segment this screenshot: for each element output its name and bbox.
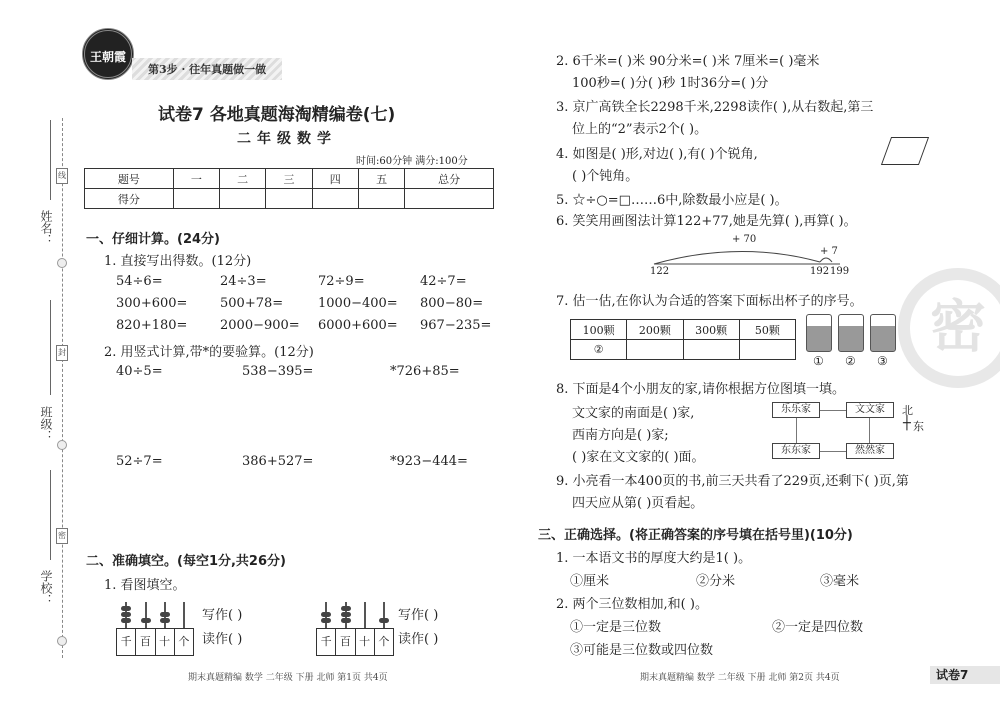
question-4-line2: ( )个钝角。 <box>572 169 639 184</box>
abacus-bead <box>321 618 331 623</box>
question-label: 1. 看图填空。 <box>104 578 186 593</box>
vertical-calc-item: 538−395= <box>242 364 314 379</box>
label-122: 122 <box>650 266 670 277</box>
table-row <box>85 189 494 209</box>
answer-cell[interactable] <box>683 340 739 360</box>
table-row <box>85 169 494 189</box>
time-info: 时间:60分钟 满分:100分 <box>356 156 468 167</box>
abacus-rod <box>145 602 147 628</box>
read-as-blank[interactable]: 读作( ) <box>202 632 243 647</box>
score-cell[interactable] <box>173 189 219 209</box>
table-cell: 300颗 <box>683 320 739 340</box>
class-label: 班级： <box>39 406 53 442</box>
choice-question-1: 1. 一本语文书的厚度大约是1( )。 <box>556 551 752 566</box>
place-value-cell: 百 <box>336 629 355 655</box>
score-cell[interactable] <box>405 189 494 209</box>
abacus-bead <box>121 606 131 611</box>
seal-char: 密 <box>56 528 68 544</box>
question-7: 7. 估一估,在你认为合适的答案下面标出杯子的序号。 <box>556 294 863 309</box>
score-cell[interactable] <box>312 189 358 209</box>
calc-item: 300+600= <box>116 296 188 311</box>
arc-plus70 <box>654 251 820 264</box>
table-cell: 二 <box>220 169 266 189</box>
choice-option[interactable]: ③可能是三位数或四位数 <box>570 643 714 658</box>
house-dongdong: 东东家 <box>772 443 820 459</box>
question-8: 8. 下面是4个小朋友的家,请你根据方位图填一填。 <box>556 382 845 397</box>
choice-option[interactable]: ①一定是三位数 <box>570 620 662 635</box>
calc-item: 24÷3= <box>220 274 267 289</box>
vertical-calc-item: *726+85= <box>390 364 460 379</box>
table-cell: 题号 <box>85 169 174 189</box>
table-cell: 一 <box>173 169 219 189</box>
score-cell[interactable] <box>220 189 266 209</box>
table-cell: 五 <box>358 169 404 189</box>
seal-char: 封 <box>56 345 68 361</box>
cup-icon <box>806 314 832 352</box>
page-subtitle: 二年级数学 <box>237 131 337 147</box>
choice-option[interactable]: ①厘米 <box>570 574 610 589</box>
choice-option[interactable]: ②一定是四位数 <box>772 620 864 635</box>
house-ranran: 然然家 <box>846 443 894 459</box>
cup-label: ② <box>845 354 856 368</box>
map-line <box>820 451 846 452</box>
cup-icon <box>838 314 864 352</box>
label-plus7: + 7 <box>820 246 838 257</box>
place-value-cell: 个 <box>178 635 190 648</box>
label-192: 192 <box>810 266 830 277</box>
school-blank[interactable] <box>50 470 51 560</box>
write-as-blank[interactable]: 写作( ) <box>398 608 439 623</box>
map-line <box>869 418 870 444</box>
question-5: 5. ☆÷○=□……6中,除数最小应是( )。 <box>556 193 788 208</box>
calc-item: 500+78= <box>220 296 284 311</box>
binding-line <box>62 118 63 658</box>
table-row <box>571 340 796 360</box>
question-6: 6. 笑笑用画图法计算122+77,她是先算( ),再算( )。 <box>556 214 857 229</box>
abacus-bead <box>141 618 151 623</box>
house-wenwen: 文文家 <box>846 402 894 418</box>
binding-hole <box>57 258 67 268</box>
question-3-line1: 3. 京广高铁全长2298千米,2298读作( ),从右数起,第三 <box>556 100 874 115</box>
paper-tag: 试卷7 <box>930 666 1000 684</box>
binding-hole <box>57 440 67 450</box>
abacus-rod <box>364 602 366 628</box>
abacus-bead <box>341 612 351 617</box>
abacus-base <box>316 628 394 656</box>
answer-cell[interactable] <box>739 340 795 360</box>
step-label: 第3步 · 往年真题做一做 <box>148 63 267 76</box>
class-blank[interactable] <box>50 300 51 395</box>
cup-icon <box>870 314 896 352</box>
table-cell: 50颗 <box>739 320 795 340</box>
table-cell: 100颗 <box>571 320 627 340</box>
calc-item: 2000−900= <box>220 318 300 333</box>
section2-heading: 二、准确填空。(每空1分,共26分) <box>86 554 286 569</box>
question-2-line1: 2. 6千米=( )米 90分米=( )米 7厘米=( )毫米 <box>556 54 820 69</box>
table-cell: 200颗 <box>627 320 683 340</box>
abacus-base <box>116 628 194 656</box>
score-cell[interactable] <box>266 189 312 209</box>
vertical-calc-item: 52÷7= <box>116 454 163 469</box>
compass-north: 北 <box>902 404 913 417</box>
compass-east: 东 <box>913 420 924 433</box>
abacus-bead <box>341 618 351 623</box>
seal-watermark: 密 <box>898 268 1000 388</box>
place-value-cell: 十 <box>156 629 175 655</box>
parallelogram-figure <box>881 137 929 165</box>
question-2-line2: 100秒=( )分( )秒 1时36分=( )分 <box>572 76 769 91</box>
cups-table <box>570 319 796 360</box>
binding-hole <box>57 636 67 646</box>
table-row <box>571 320 796 340</box>
place-value-cell: 千 <box>317 629 336 655</box>
name-blank[interactable] <box>50 120 51 200</box>
table-cell: 四 <box>312 169 358 189</box>
question-label: 1. 直接写出得数。(12分) <box>104 254 252 269</box>
page-title: 试卷7 各地真题海淘精编卷(七) <box>158 105 396 125</box>
abacus-rod <box>383 602 385 628</box>
place-value-cell: 千 <box>117 629 136 655</box>
name-label: 姓名： <box>39 210 53 246</box>
map-line <box>820 410 846 411</box>
section1-heading: 一、仔细计算。(24分) <box>86 232 220 247</box>
calc-item: 42÷7= <box>420 274 467 289</box>
label-plus70: + 70 <box>732 234 757 245</box>
abacus-bead <box>321 612 331 617</box>
table-cell: 三 <box>266 169 312 189</box>
place-value-cell: 百 <box>136 629 155 655</box>
calc-item: 967−235= <box>420 318 492 333</box>
calc-item: 1000−400= <box>318 296 398 311</box>
arc-plus7 <box>820 258 832 262</box>
score-table <box>84 168 494 209</box>
cup-label: ③ <box>877 354 888 368</box>
map-line <box>796 418 797 444</box>
seal-char: 线 <box>56 168 68 184</box>
vertical-calc-item: 40÷5= <box>116 364 163 379</box>
read-as-blank[interactable]: 读作( ) <box>398 632 439 647</box>
choice-option[interactable]: ③毫米 <box>820 574 860 589</box>
question-3-line2: 位上的“2”表示2个( )。 <box>572 122 708 137</box>
abacus-bead <box>121 618 131 623</box>
calc-item: 6000+600= <box>318 318 398 333</box>
answer-cell[interactable]: ② <box>571 340 627 360</box>
question-9-line1: 9. 小亮看一本400页的书,前三天共看了229页,还剩下( )页,第 <box>556 474 909 489</box>
abacus-bead <box>160 618 170 623</box>
question-8-c: ( )家在文文家的( )面。 <box>572 450 705 465</box>
footer-right: 期末真题精编 数学 二年级 下册 北师 第2页 共4页 <box>640 673 840 683</box>
question-8-a: 文文家的南面是( )家, <box>572 406 695 421</box>
cup-label: ① <box>813 354 824 368</box>
abacus-bead <box>379 618 389 623</box>
label-199: 199 <box>830 266 850 277</box>
vertical-calc-item: *923−444= <box>390 454 468 469</box>
choice-question-2: 2. 两个三位数相加,和( )。 <box>556 597 708 612</box>
question-8-b: 西南方向是( )家; <box>572 428 669 443</box>
calc-item: 820+180= <box>116 318 188 333</box>
question-9-line2: 四天应从第( )页看起。 <box>572 496 704 511</box>
school-label: 学校： <box>39 570 53 606</box>
abacus-bead <box>341 606 351 611</box>
place-value-cell: 十 <box>356 629 375 655</box>
answer-cell[interactable] <box>627 340 683 360</box>
calc-item: 54÷6= <box>116 274 163 289</box>
question-label: 2. 用竖式计算,带*的要验算。(12分) <box>104 345 314 360</box>
brand-logo: 王朝霞 <box>82 28 134 80</box>
question-4-line1: 4. 如图是( )形,对边( ),有( )个锐角, <box>556 147 758 162</box>
vertical-calc-item: 386+527= <box>242 454 314 469</box>
score-cell[interactable] <box>358 189 404 209</box>
section3-heading: 三、正确选择。(将正确答案的序号填在括号里)(10分) <box>538 528 853 543</box>
write-as-blank[interactable]: 写作( ) <box>202 608 243 623</box>
choice-option[interactable]: ②分米 <box>696 574 736 589</box>
compass-icon: ┼ <box>903 416 911 431</box>
table-cell: 得分 <box>85 189 174 209</box>
table-cell: 总分 <box>405 169 494 189</box>
calc-item: 800−80= <box>420 296 484 311</box>
calc-item: 72÷9= <box>318 274 365 289</box>
place-value-cell: 个 <box>378 635 390 648</box>
abacus-bead <box>121 612 131 617</box>
footer-left: 期末真题精编 数学 二年级 下册 北师 第1页 共4页 <box>188 673 388 683</box>
abacus-rod <box>183 602 185 628</box>
abacus-bead <box>160 612 170 617</box>
house-lele: 乐乐家 <box>772 402 820 418</box>
